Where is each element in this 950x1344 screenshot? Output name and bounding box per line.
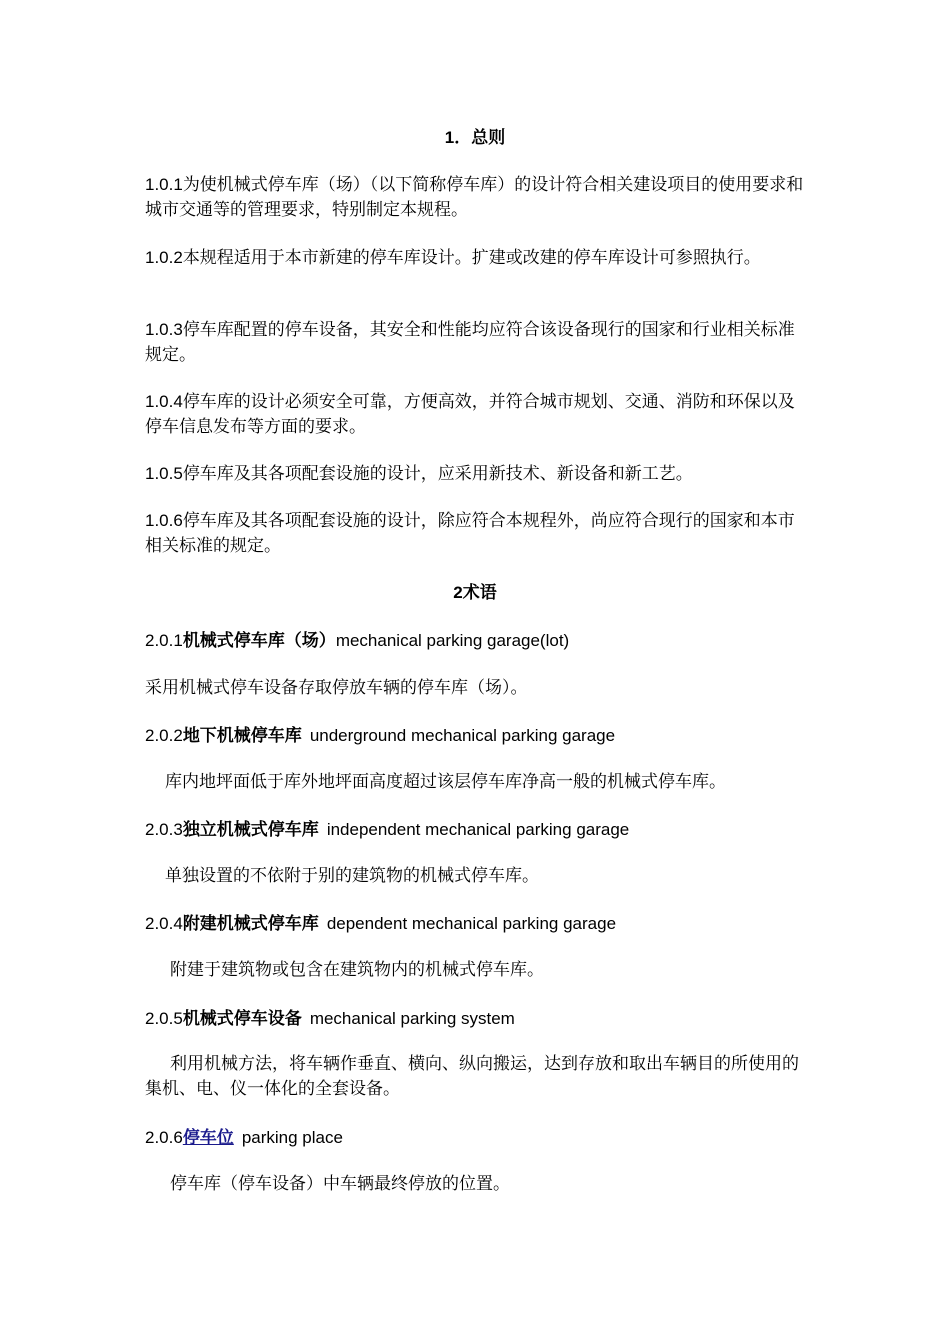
clause-text: 停车库配置的停车设备，其安全和性能均应符合该设备现行的国家和行业相关标准规定。	[145, 320, 795, 365]
term-english: underground mechanical parking garage	[309, 726, 616, 745]
clause-number: 1.0.6	[145, 511, 183, 530]
clause-text: 为使机械式停车库（场）（以下简称停车库）的设计符合相关建设项目的使用要求和城市交通等的管理要求，特别制定本规程。	[145, 175, 804, 220]
term-2-0-5-definition: 利用机械方法，将车辆作垂直、横向、纵向搬运，达到存放和取出车辆目的所使用的集机、电、仪一体化的全套设备。	[145, 1054, 799, 1099]
term-2-0-6	[145, 1125, 810, 1151]
clause-number: 1.0.2	[145, 248, 183, 267]
term-2-0-3	[145, 817, 810, 843]
term-english: mechanical parking system	[309, 1009, 515, 1028]
clause-number: 1.0.5	[145, 464, 183, 483]
term-number: 2.0.4	[145, 914, 183, 933]
clause-1-0-1	[145, 172, 810, 223]
term-number: 2.0.1	[145, 631, 183, 650]
clause-text: 停车库的设计必须安全可靠，方便高效，并符合城市规划、交通、消防和环保以及停车信息发布等方面的要求。	[145, 392, 795, 437]
clause-text: 本规程适用于本市新建的停车库设计。扩建或改建的停车库设计可参照执行。	[182, 248, 761, 268]
clause-1-0-4	[145, 389, 810, 440]
term-english: parking place	[241, 1128, 343, 1147]
clause-1-0-5	[145, 461, 810, 487]
term-english: mechanical parking garage(lot)	[335, 631, 570, 650]
term-chinese: 地下机械停车库	[182, 726, 302, 746]
term-english: independent mechanical parking garage	[326, 820, 630, 839]
term-chinese: 机械式停车设备	[182, 1009, 302, 1029]
term-number: 2.0.2	[145, 726, 183, 745]
term-2-0-4	[145, 911, 810, 937]
term-number: 2.0.6	[145, 1128, 183, 1147]
term-2-0-5	[145, 1006, 810, 1032]
clause-number: 1.0.1	[145, 175, 183, 194]
term-link-parking-place[interactable]: 停车位	[182, 1128, 234, 1148]
term-2-0-1-definition: 采用机械式停车设备存取停放车辆的停车库（场）。	[145, 678, 528, 698]
term-2-0-2	[145, 723, 810, 749]
clause-text: 停车库及其各项配套设施的设计，应采用新技术、新设备和新工艺。	[182, 464, 693, 484]
term-2-0-2-definition: 库内地坪面低于库外地坪面高度超过该层停车库净高一般的机械式停车库。	[165, 772, 726, 792]
clause-text: 停车库及其各项配套设施的设计，除应符合本规程外，尚应符合现行的国家和本市相关标准的规定。	[145, 511, 795, 556]
clause-1-0-6	[145, 508, 810, 559]
term-chinese: 独立机械式停车库	[182, 820, 319, 840]
term-2-0-1	[145, 628, 810, 654]
clause-1-0-2	[145, 245, 810, 271]
term-2-0-6-definition: 停车库（停车设备）中车辆最终停放的位置。	[170, 1174, 510, 1194]
clause-1-0-3	[145, 317, 810, 368]
chapter-2-heading: 2术语	[453, 583, 497, 602]
term-2-0-4-definition: 附建于建筑物或包含在建筑物内的机械式停车库。	[170, 960, 544, 980]
term-english: dependent mechanical parking garage	[326, 914, 617, 933]
term-number: 2.0.5	[145, 1009, 183, 1028]
clause-number: 1.0.3	[145, 320, 183, 339]
term-2-0-3-definition: 单独设置的不依附于别的建筑物的机械式停车库。	[165, 866, 539, 886]
clause-number: 1.0.4	[145, 392, 183, 411]
term-chinese: 机械式停车库（场）	[182, 631, 336, 651]
term-chinese: 附建机械式停车库	[182, 914, 319, 934]
term-number: 2.0.3	[145, 820, 183, 839]
chapter-1-heading: 1．总则	[444, 128, 506, 147]
